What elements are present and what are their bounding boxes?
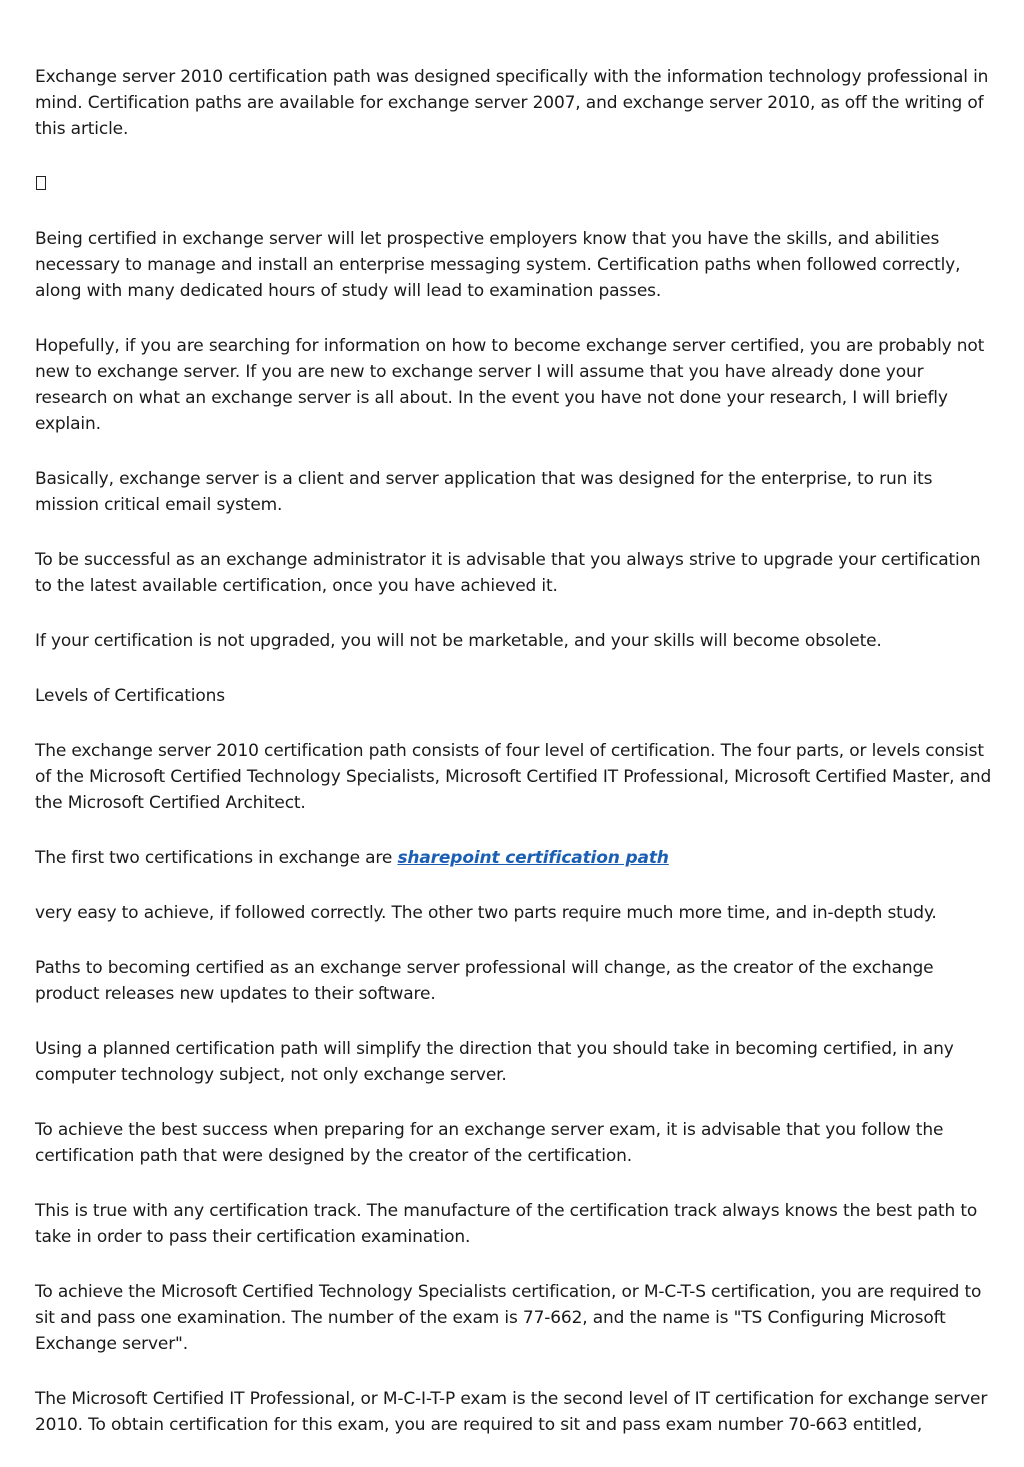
glyph-line (35, 171, 993, 197)
paragraph-first-two (35, 845, 993, 871)
paragraph-very-easy: very easy to achieve, if followed correctly. The other two parts require much more time, and in-depth study. (35, 903, 937, 923)
paragraph-not-upgraded: If your certification is not upgraded, you will not be marketable, and your skills will become obsolete. (35, 631, 882, 651)
paragraph-four-levels: The exchange server 2010 certification path consists of four level of certification. The four parts, or levels consist of the Microsoft Certified Technology Specialists, Microsoft Certified IT Professional, Microsoft Certified Master, and the Microsoft Certified Architect. (35, 741, 992, 813)
paragraph-planned-path: Using a planned certification path will simplify the direction that you should take in becoming certified, in any computer technology subject, not only exchange server. (35, 1039, 954, 1085)
paragraph-hopefully: Hopefully, if you are searching for information on how to become exchange server certified, you are probably not new to exchange server. If you are new to exchange server I will assume that you have already done your research on what an exchange server is all about. In the event you have not done your research, I will briefly explain. (35, 336, 985, 434)
paragraph-mcts: To achieve the Microsoft Certified Technology Specialists certification, or M-C-T-S certification, you are required to sit and pass one examination. The number of the exam is 77-662, and the name is "TS Configuring Microsoft Exchange server". (35, 1282, 982, 1354)
paragraph-basically: Basically, exchange server is a client and server application that was designed for the enterprise, to run its mission critical email system. (35, 469, 933, 515)
document-body (35, 64, 993, 1467)
paragraph-paths-change: Paths to becoming certified as an exchange server professional will change, as the creator of the exchange product releases new updates to their software. (35, 958, 934, 1004)
paragraph-best-success: To achieve the best success when preparing for an exchange server exam, it is advisable that you follow the certification path that were designed by the creator of the certification. (35, 1120, 944, 1166)
paragraph-any-track: This is true with any certification track. The manufacture of the certification track always knows the best path to take in order to pass their certification examination. (35, 1201, 978, 1247)
paragraph-first-two-text: The first two certifications in exchange are (35, 848, 398, 868)
paragraph-being-certified: Being certified in exchange server will let prospective employers know that you have the skills, and abilities necessary to manage and install an enterprise messaging system. Certification paths when followed correctly, along with many dedicated hours of study will lead to examination passes. (35, 229, 961, 301)
paragraph-intro: Exchange server 2010 certification path was designed specifically with the information technology professional in mind. Certification paths are available for exchange server 2007, and exchange server 2010, as off the writing of this article. (35, 67, 989, 139)
missing-glyph-box-icon (36, 176, 46, 190)
sharepoint-certification-link[interactable]: sharepoint certification path (397, 848, 669, 868)
section-heading-levels: Levels of Certifications (35, 686, 225, 706)
paragraph-to-be-successful: To be successful as an exchange administrator it is advisable that you always strive to upgrade your certification to the latest available certification, once you have achieved it. (35, 550, 981, 596)
paragraph-mcitp: The Microsoft Certified IT Professional, or M-C-I-T-P exam is the second level of IT certification for exchange server 2010. To obtain certification for this exam, you are required to sit and pass exam number 70-663 entitled, (35, 1389, 988, 1435)
